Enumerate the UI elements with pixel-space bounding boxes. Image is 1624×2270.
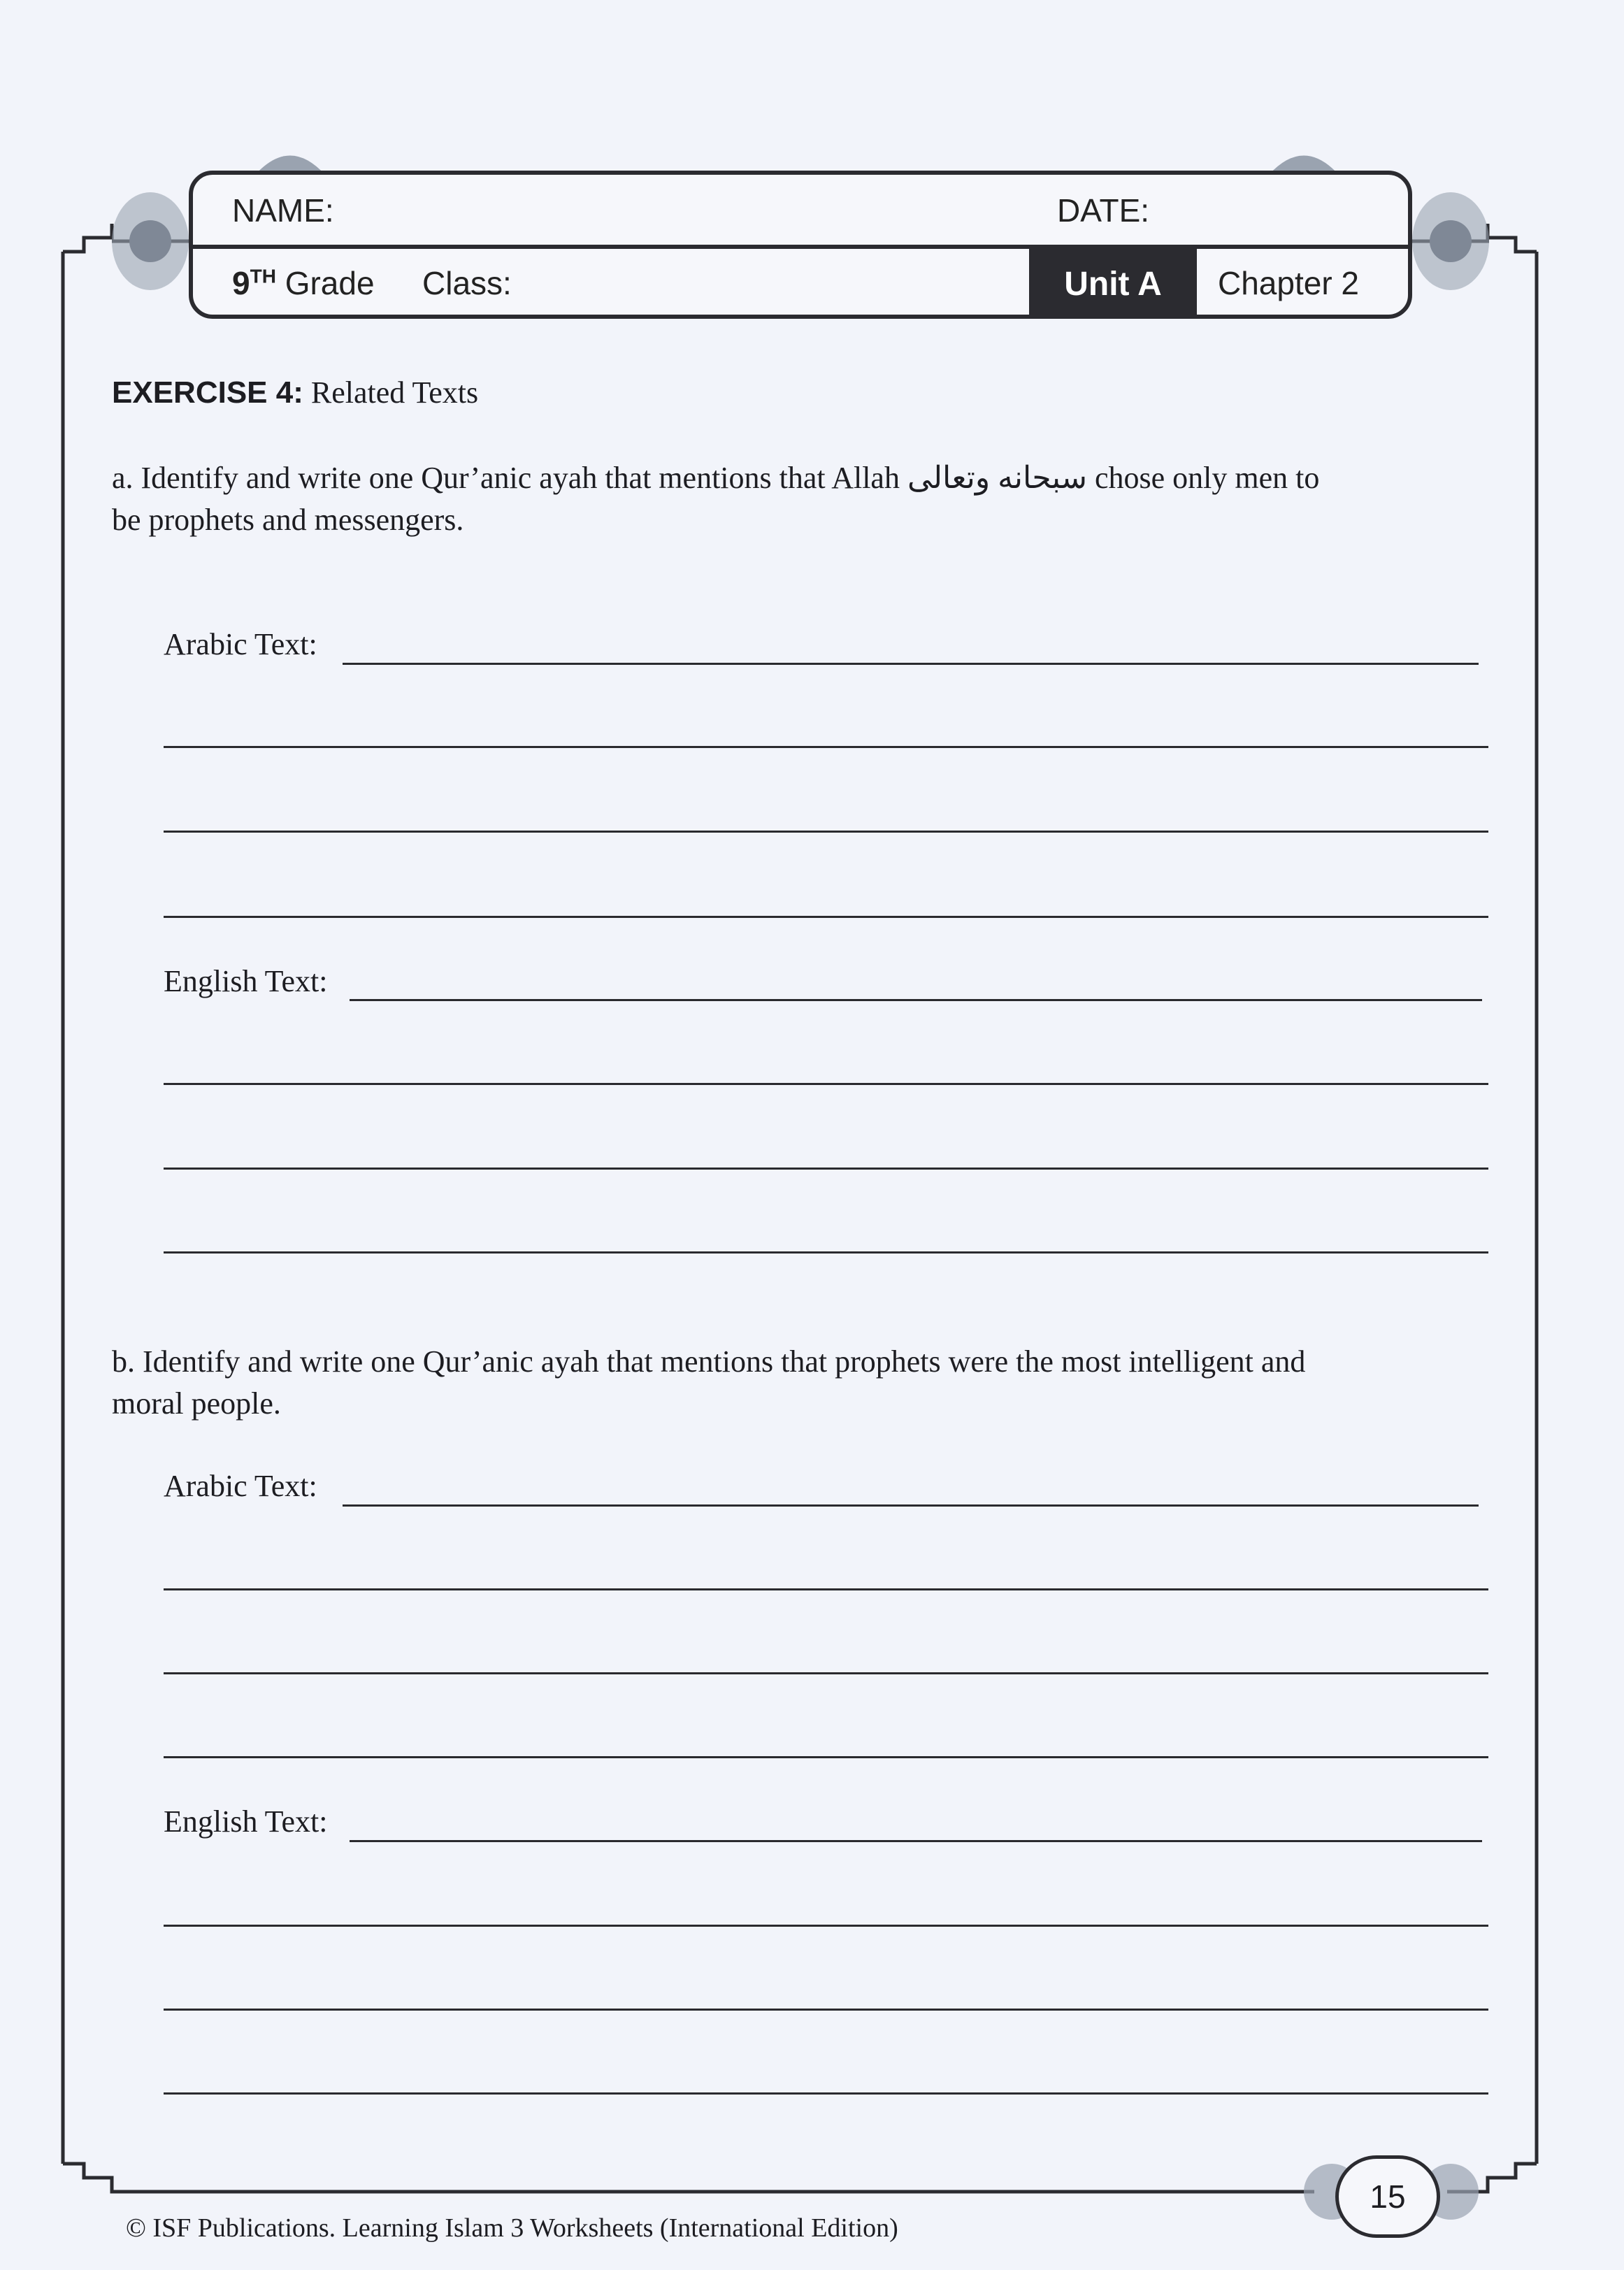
exercise-title xyxy=(112,372,478,414)
question-a-line2: be prophets and messengers. xyxy=(112,503,464,537)
class-label: Class: xyxy=(422,265,512,301)
unit-badge: Unit A xyxy=(1029,249,1197,319)
arabic-text-label-b: Arabic Text: xyxy=(164,1469,317,1503)
name-label: NAME: xyxy=(232,192,334,229)
answer-line[interactable] xyxy=(343,1504,1479,1507)
grade-label xyxy=(232,264,375,302)
answer-line[interactable] xyxy=(164,1168,1488,1170)
copyright-footer: © ISF Publications. Learning Islam 3 Worksheets (International Edition) xyxy=(126,2213,898,2243)
question-b-line1: b. Identify and write one Qur’anic ayah that mentions that prophets were the most intelligent and xyxy=(112,1344,1306,1379)
arabic-text-label-a: Arabic Text: xyxy=(164,627,317,661)
question-b-line2: moral people. xyxy=(112,1386,281,1421)
ornament-icon xyxy=(108,189,192,294)
english-text-label-a: English Text: xyxy=(164,964,328,998)
answer-line[interactable] xyxy=(164,1251,1488,1253)
answer-line[interactable] xyxy=(343,663,1479,665)
question-a-text: a. Identify and write one Qur’anic ayah that mentions that Allah xyxy=(112,461,907,495)
answer-line[interactable] xyxy=(164,746,1488,748)
answer-line[interactable] xyxy=(164,1083,1488,1085)
answer-line[interactable] xyxy=(164,2009,1488,2011)
answer-line[interactable] xyxy=(164,1756,1488,1758)
answer-line[interactable] xyxy=(164,1588,1488,1590)
exercise-number: EXERCISE 4: xyxy=(112,375,303,410)
answer-line[interactable] xyxy=(164,1925,1488,1927)
student-header-box xyxy=(189,171,1412,319)
answer-line[interactable] xyxy=(350,999,1482,1001)
question-a-line1 xyxy=(112,457,1319,499)
chapter-label: Chapter 2 xyxy=(1218,265,1360,301)
answer-line[interactable] xyxy=(164,916,1488,918)
english-text-label-b: English Text: xyxy=(164,1804,328,1839)
answer-line[interactable] xyxy=(164,1672,1488,1674)
answer-line[interactable] xyxy=(164,831,1488,833)
arabic-phrase: سبحانه وتعالى xyxy=(907,461,1087,495)
date-label: DATE: xyxy=(1057,192,1150,229)
grade-number: 9 xyxy=(232,265,250,301)
question-a-text-end: chose only men to xyxy=(1086,461,1320,495)
ornament-icon xyxy=(1409,189,1493,294)
grade-suffix: TH xyxy=(250,265,276,287)
answer-line[interactable] xyxy=(164,2092,1488,2095)
page-number: 15 xyxy=(1335,2155,1440,2238)
answer-line[interactable] xyxy=(350,1840,1482,1842)
grade-word: Grade xyxy=(285,265,375,301)
exercise-subtitle: Related Texts xyxy=(303,375,479,410)
header-divider xyxy=(193,245,1408,249)
